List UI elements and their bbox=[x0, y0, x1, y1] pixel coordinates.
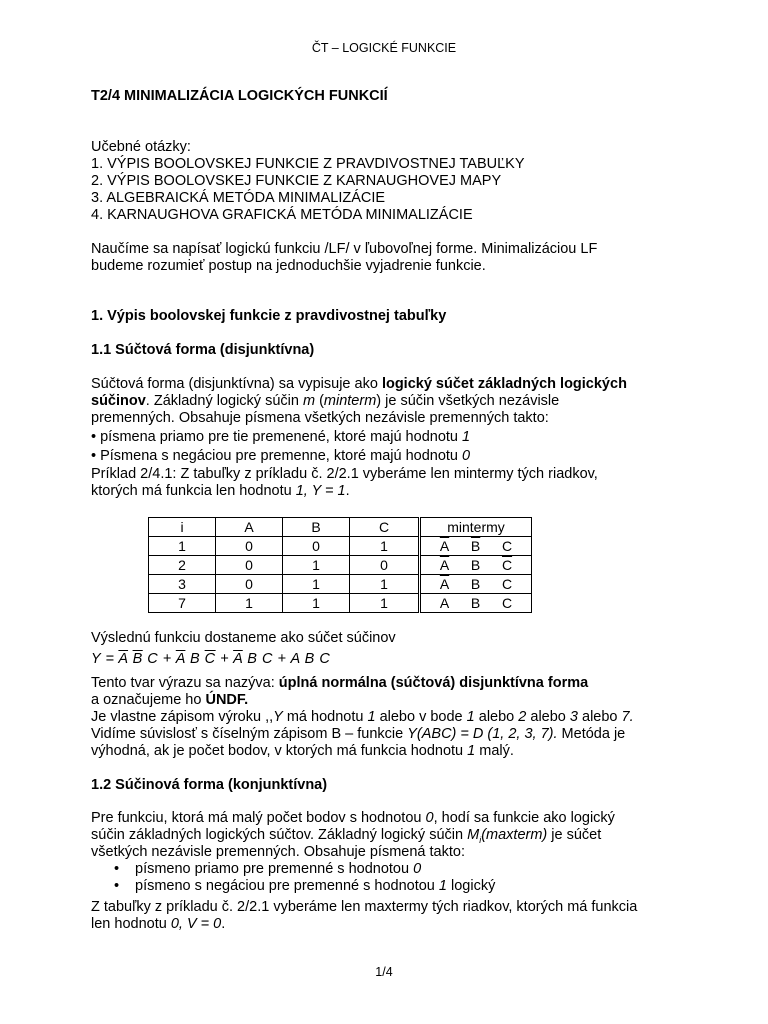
s11-line: súčinov. Základný logický súčin m (minterm) je súčin všetkých nezávisle bbox=[91, 393, 560, 409]
table-header-row bbox=[149, 518, 532, 537]
s12-line: Z tabuľky z príkladu č. 2/2.1 vyberáme len maxtermy tých riadkov, ktorých má funkcia bbox=[91, 899, 638, 915]
question-item: 3. ALGEBRAICKÁ METÓDA MINIMALIZÁCIE bbox=[91, 190, 386, 206]
intro-line: budeme rozumieť postup na jednoduchšie vyjadrenie funkcie. bbox=[91, 258, 486, 274]
question-item: 2. VÝPIS BOOLOVSKEJ FUNKCIE Z KARNAUGHOVEJ MAPY bbox=[91, 173, 502, 189]
s11b-line: Je vlastne zápisom výroku ,,Y má hodnotu 1 alebo v bode 1 alebo 2 alebo 3 alebo 7. bbox=[91, 709, 634, 725]
bullet-item: • Písmena s negáciou pre premenne, ktoré majú hodnotu 0 bbox=[91, 448, 471, 464]
example-line: Príklad 2/4.1: Z tabuľky z príkladu č. 2/2.1 vyberáme len mintermy tých riadkov, bbox=[91, 466, 598, 482]
section11-heading: 1.1 Súčtová forma (disjunktívna) bbox=[91, 342, 315, 358]
table-header-cell: B bbox=[283, 518, 350, 537]
s11b-line: výhodná, ak je počet bodov, v ktorých má funkcia hodnotu 1 malý. bbox=[91, 743, 514, 759]
result-label: Výslednú funkciu dostaneme ako súčet súčinov bbox=[91, 630, 396, 646]
intro-line: Naučíme sa napísať logickú funkciu /LF/ v ľubovoľnej forme. Minimalizáciou LF bbox=[91, 241, 598, 257]
section1-heading: 1. Výpis boolovskej funkcie z pravdivostnej tabuľky bbox=[91, 308, 447, 324]
table-row: 1 0 0 1 $\overline{A}$ $\overline{B}$ C bbox=[149, 537, 532, 556]
table-row: 2 0 1 0 $\overline{A}$ B $\overline{C}$ bbox=[149, 556, 532, 575]
s11-line: premenných. Obsahuje písmena všetkých nezávisle premenných takto: bbox=[91, 410, 549, 426]
table-row: 7 1 1 1 A B C bbox=[149, 594, 532, 613]
s12-line: súčin základných logických súčtov. Základný logický súčin $M_i(maxterm)$ je súčet bbox=[91, 827, 602, 845]
minterm-cell: $\overline{A}$ B $\overline{C}$ bbox=[420, 556, 532, 575]
result-formula: $Y = \overline{A}$ $\overline{B}$ $C + \overline{A}$ B $\overline{C} + \overline{A}$ B C + A B C bbox=[91, 651, 331, 667]
truth-table bbox=[148, 517, 532, 613]
s12-line: len hodnotu 0, V = 0. bbox=[91, 916, 226, 932]
table-header-cell: C bbox=[350, 518, 420, 537]
s11b-line: a označujeme ho ÚNDF. bbox=[91, 692, 249, 708]
minterm-cell: A B C bbox=[420, 594, 532, 613]
table-header-cell: A bbox=[216, 518, 283, 537]
bullet-item: písmeno priamo pre premenné s hodnotou 0 bbox=[135, 861, 422, 877]
s11b-line: Vidíme súvislosť s číselným zápisom B – funkcie Y(ABC) = D (1, 2, 3, 7). Metóda je bbox=[91, 726, 626, 742]
s12-line: Pre funkciu, ktorá má malý počet bodov s hodnotou 0, hodí sa funkcie ako logický bbox=[91, 810, 615, 826]
document-title: T2/4 MINIMALIZÁCIA LOGICKÝCH FUNKCIÍ bbox=[91, 88, 388, 104]
page-number: 1/4 bbox=[375, 965, 393, 979]
table-header-cell: mintermy bbox=[420, 518, 532, 537]
bullet-dot-icon: • bbox=[114, 878, 120, 894]
bullet-dot-icon: • bbox=[114, 861, 120, 877]
minterm-cell: $\overline{A}$ $\overline{B}$ C bbox=[420, 537, 532, 556]
table-header-cell: i bbox=[149, 518, 216, 537]
page-header: ČT – LOGICKÉ FUNKCIE bbox=[311, 41, 457, 55]
s11-line: Súčtová forma (disjunktívna) sa vypisuje ako logický súčet základných logických bbox=[91, 376, 627, 392]
s11b-line: Tento tvar výrazu sa nazýva: úplná normálna (súčtová) disjunktívna forma bbox=[91, 675, 589, 691]
minterm-cell: $\overline{A}$ B C bbox=[420, 575, 532, 594]
bullet-item: písmeno s negáciou pre premenné s hodnotou 1 logický bbox=[135, 878, 496, 894]
question-item: 4. KARNAUGHOVA GRAFICKÁ METÓDA MINIMALIZÁCIE bbox=[91, 207, 473, 223]
section12-heading: 1.2 Súčinová forma (konjunktívna) bbox=[91, 777, 328, 793]
s12-line: všetkých nezávisle premenných. Obsahuje písmená takto: bbox=[91, 844, 465, 860]
example-line: ktorých má funkcia len hodnotu 1, Y = 1. bbox=[91, 483, 350, 499]
question-item: 1. VÝPIS BOOLOVSKEJ FUNKCIE Z PRAVDIVOSTNEJ TABUĽKY bbox=[91, 156, 525, 172]
questions-label: Učebné otázky: bbox=[91, 139, 191, 155]
bullet-item: • písmena priamo pre tie premenené, ktoré majú hodnotu 1 bbox=[91, 429, 471, 445]
table-row: 3 0 1 1 $\overline{A}$ B C bbox=[149, 575, 532, 594]
